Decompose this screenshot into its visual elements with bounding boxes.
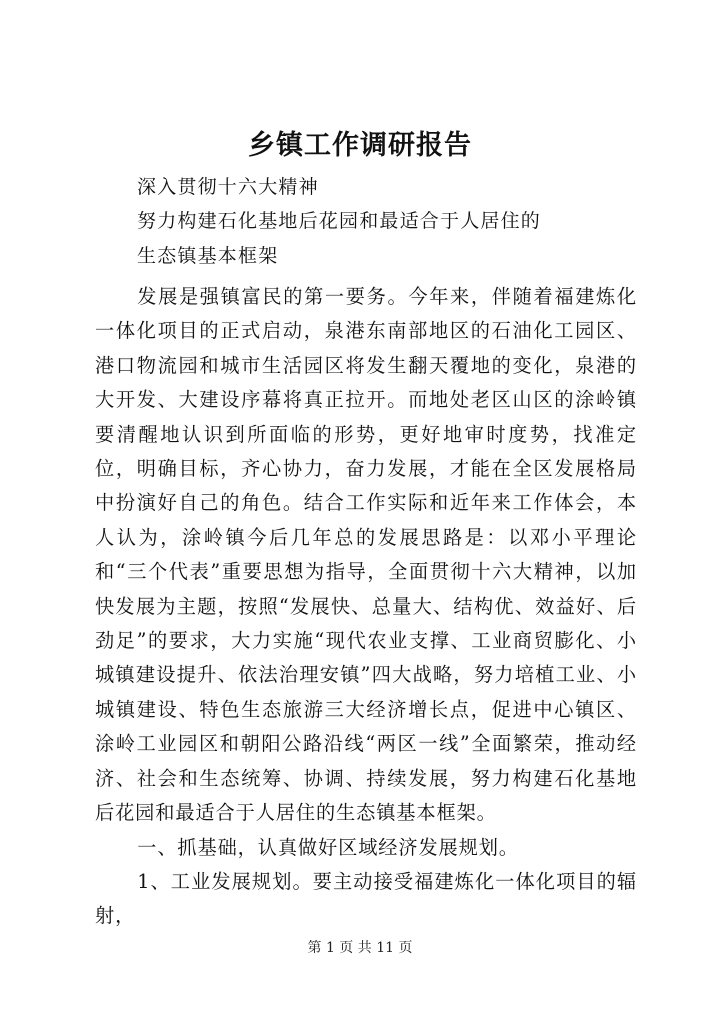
subtitle-line-2: 努力构建石化基地后花园和最适合于人居住的	[137, 210, 542, 232]
subtitle-line-3: 生态镇基本框架	[137, 245, 279, 267]
subtitle-line-1: 深入贯彻十六大精神	[137, 176, 319, 198]
page-title: 乡镇工作调研报告	[248, 130, 472, 161]
page-footer: 第 1 页 共 11 页	[307, 940, 413, 956]
section-heading-1: 一、抓基础，认真做好区域经济发展规划。	[137, 835, 519, 859]
paragraph-industry-plan: 1、工业发展规划。要主动接受福建炼化一体化项目的辐射，	[95, 869, 637, 928]
body-text	[95, 280, 637, 934]
paragraph-intro: 发展是强镇富民的第一要务。今年来，伴随着福建炼化一体化项目的正式启动，泉港东南部地区的石油化工园区、港口物流园和城市生活园区将发生翻天覆地的变化，泉港的大开发、大建设序幕将真正拉开。而地处老区山区的涂岭镇要清醒地认识到所面临的形势，更好地审时度势，找准定位，明确目标，齐心协力，奋力发展，才能在全区发展格局中扮演好自己的角色。结合工作实际和近年来工作体会，本人认为，涂岭镇今后几年总的发展思路是：以邓小平理论和“三个代表”重要思想为指导，全面贯彻十六大精神，以加快发展为主题，按照“发展快、总量大、结构优、效益好、后劲足”的要求，大力实施“现代农业支撑、工业商贸膨化、小城镇建设提升、依法治理安镇”四大战略，努力培植工业、小城镇建设、特色生态旅游三大经济增长点，促进中心镇区、涂岭工业园区和朝阳公路沿线“两区一线”全面繁荣，推动经济、社会和生态统筹、协调、持续发展，努力构建石化基地后花园和最适合于人居住的生态镇基本框架。	[95, 285, 637, 825]
